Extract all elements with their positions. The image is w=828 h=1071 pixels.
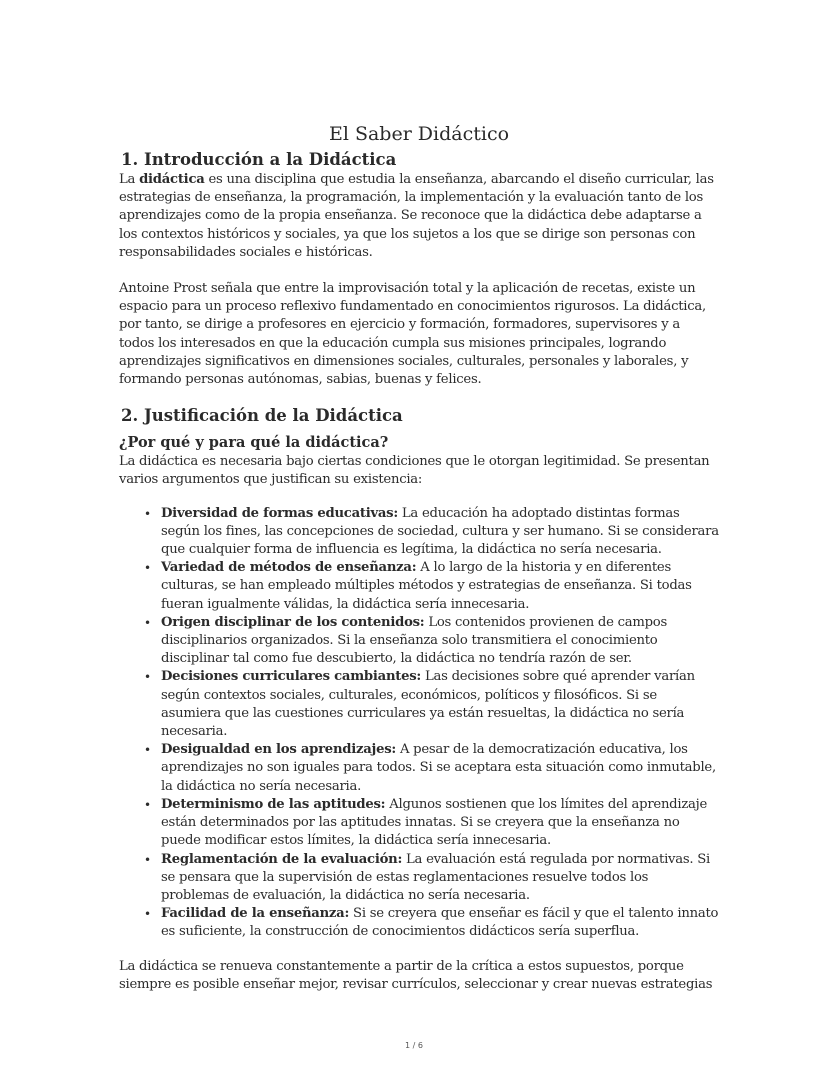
item-text: Si se creyera que enseñar es fácil y que el talento innato es suficiente, la construcción de conocimientos didácticos sería superflua. <box>161 906 719 940</box>
item-title: Decisiones curriculares cambiantes: <box>161 669 422 685</box>
item-title: Origen disciplinar de los contenidos: <box>161 614 425 630</box>
item-title: Reglamentación de la evaluación: <box>161 851 403 867</box>
section-1-heading: 1. Introducción a la Didáctica <box>121 150 397 169</box>
document-page <box>119 121 719 994</box>
item-text: La evaluación está regulada por normativas. Si se pensara que la supervisión de estas reglamentaciones resuelve todos los problemas de evaluación, la didáctica no sería necesaria. <box>161 851 711 903</box>
item-text: Algunos sostienen que los límites del aprendizaje están determinados por las aptitudes innatas. Si se creyera que la enseñanza no puede modificar estos límites, la didáctica sería innecesaria. <box>161 796 708 849</box>
list-item <box>144 851 719 906</box>
list-item <box>144 505 719 560</box>
item-title: Desigualdad en los aprendizajes: <box>161 742 397 758</box>
document-title: El Saber Didáctico <box>328 123 510 145</box>
item-text: A lo largo de la historia y en diferentes culturas, se han empleado múltiples métodos y estrategias de enseñanza. Si todas fueran igualmente válidas, la didáctica sería innecesaria. <box>161 560 692 612</box>
list-item <box>144 668 719 741</box>
bullet-icon: • <box>144 797 151 812</box>
bullet-icon: • <box>144 561 151 576</box>
list-item <box>144 559 719 614</box>
section-2-subheading: ¿Por qué y para qué la didáctica? <box>119 434 389 452</box>
page-indicator: 1 / 6 <box>405 1041 423 1050</box>
list-item <box>144 614 719 669</box>
item-text: A pesar de la democratización educativa, los aprendizajes no son iguales para todos. Si se aceptara esta situación como inmutable, la didáctica no sería necesaria. <box>161 742 716 794</box>
section-1-paragraph-2: Antoine Prost señala que entre la improvisación total y la aplicación de recetas, existe un espacio para un proceso reflexivo fundamentado en conocimientos rigurosos. La didáctica, por tanto, se dirige a profesores en ejercicio y formación, formadores, supervisores y a todos los interesados en que la educación cumpla sus misiones principales, logrando aprendizajes significativos en dimensiones sociales, culturales, personales y laborales, y formando personas autónomas, sabias, buenas y felices. <box>119 281 706 388</box>
section-2-intro: La didáctica es necesaria bajo ciertas condiciones que le otorgan legitimidad. Se presentan varios argumentos que justifican su existencia: <box>119 454 710 488</box>
argument-list <box>119 505 719 942</box>
item-text: Los contenidos provienen de campos disciplinarios organizados. Si la enseñanza solo transmitiera el conocimiento disciplinar tal como fue descubierto, la didáctica no tendría razón de ser. <box>161 614 667 667</box>
section-2 <box>119 405 719 994</box>
section-2-heading: 2. Justificación de la Didáctica <box>121 406 403 426</box>
bullet-icon: • <box>144 743 151 758</box>
bullet-icon: • <box>144 670 151 685</box>
bullet-icon: • <box>144 615 151 630</box>
text: La <box>119 172 140 187</box>
list-item <box>144 796 719 851</box>
text: es una disciplina que estudia la enseñanza, abarcando el diseño curricular, las estrategias de enseñanza, la programación, la implementación y la evaluación tanto de los aprendizajes como de la propia enseñanza. Se reconoce que la didáctica debe adaptarse a los contextos históricos y sociales, ya que los sujetos a los que se dirige son personas con responsabilidades sociales e históricas. <box>119 172 714 260</box>
item-title: Determinismo de las aptitudes: <box>161 796 386 812</box>
bullet-icon: • <box>144 506 151 521</box>
item-text: La educación ha adoptado distintas formas según los fines, las concepciones de sociedad, cultura y ser humano. Si se considerara que cualquier forma de influencia es legítima, la didáctica no sería necesaria. <box>161 505 719 558</box>
item-text: Las decisiones sobre qué aprender varían según contextos sociales, culturales, económicos, políticos y filosóficos. Si se asumiera que las cuestiones curriculares ya están resueltas, la didáctica no sería necesaria. <box>161 669 695 740</box>
item-title: Variedad de métodos de enseñanza: <box>161 560 417 576</box>
section-1-paragraph-1 <box>119 171 719 262</box>
bullet-icon: • <box>144 852 151 867</box>
item-title: Diversidad de formas educativas: <box>161 505 398 521</box>
bold-term: didáctica <box>139 172 205 187</box>
section-2-closing: La didáctica se renueva constantemente a partir de la crítica a estos supuestos, porque siempre es posible enseñar mejor, revisar currículos, seleccionar y crear nuevas estrategias <box>119 958 713 992</box>
list-item <box>144 741 719 796</box>
bullet-icon: • <box>144 907 151 922</box>
item-title: Facilidad de la enseñanza: <box>161 906 350 922</box>
list-item <box>144 905 719 941</box>
